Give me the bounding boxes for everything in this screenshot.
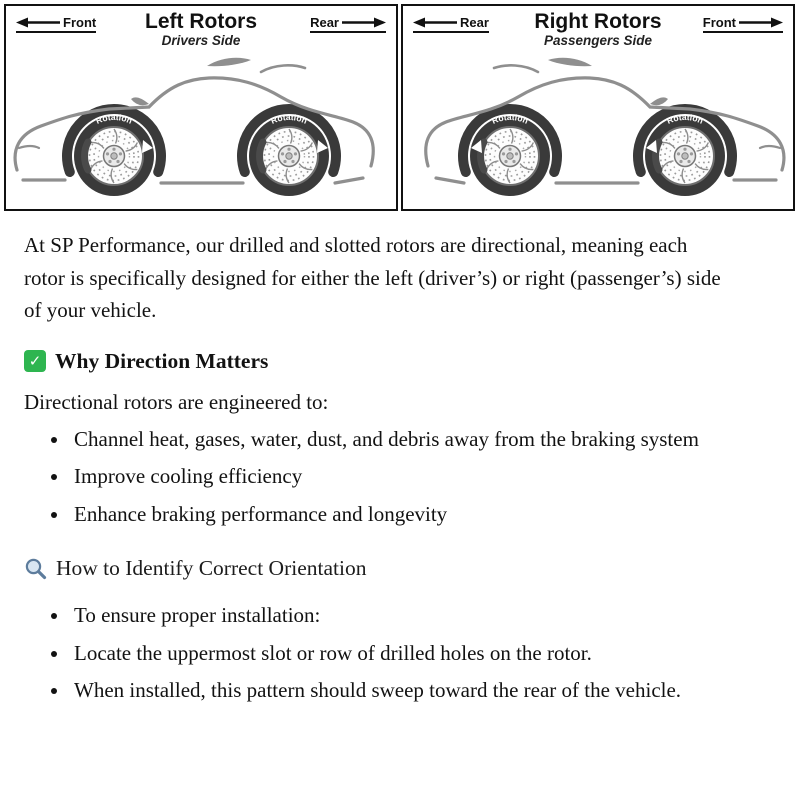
direction-text: Rear bbox=[460, 15, 489, 30]
list-item: • Locate the uppermost slot or row of drilled holes on the rotor. bbox=[70, 637, 740, 670]
direction-text: Front bbox=[702, 15, 736, 30]
panel-subtitle: Drivers Side bbox=[161, 33, 241, 49]
panel-title: Left Rotors bbox=[145, 10, 257, 33]
car-body bbox=[426, 58, 784, 196]
rotor-direction-diagram bbox=[4, 4, 796, 211]
front-rotor bbox=[85, 127, 143, 185]
list-item: • Channel heat, gases, water, dust, and debris away from the braking system bbox=[70, 423, 740, 456]
arrow-left-icon bbox=[413, 17, 457, 28]
intro-paragraph: At SP Performance, our drilled and slotted rotors are directional, meaning each rotor is specifically designed for either the left (driver’s) or right (passenger’s) side of your vehicle. bbox=[24, 233, 721, 323]
rear-rotor bbox=[260, 127, 318, 185]
list-item: • When installed, this pattern should sweep toward the rear of the vehicle. bbox=[70, 674, 740, 707]
direction-text: Rear bbox=[310, 15, 339, 30]
article-body bbox=[0, 211, 770, 707]
car-body bbox=[15, 58, 373, 196]
how-bullet-list bbox=[24, 599, 740, 707]
list-item: • Enhance braking performance and longevity bbox=[70, 498, 740, 531]
check-glyph: ✓ bbox=[28, 352, 42, 371]
right-panel-header bbox=[403, 6, 793, 52]
list-item: • To ensure proper installation: bbox=[70, 599, 740, 632]
magnifier-icon bbox=[24, 557, 47, 580]
heading-text: Why Direction Matters bbox=[55, 348, 269, 373]
rear-rotor bbox=[481, 127, 539, 185]
front-rotor bbox=[656, 127, 714, 185]
why-direction-matters-heading bbox=[24, 349, 740, 374]
right-car-illustration bbox=[403, 52, 793, 210]
front-direction-label bbox=[703, 15, 783, 33]
panel-subtitle: Passengers Side bbox=[543, 33, 653, 49]
check-icon bbox=[24, 350, 46, 372]
left-car-illustration bbox=[6, 52, 396, 210]
rear-direction-label bbox=[310, 15, 386, 33]
left-rotors-panel bbox=[4, 4, 398, 211]
panel-title: Right Rotors bbox=[534, 10, 662, 33]
right-rotors-panel bbox=[401, 4, 795, 211]
how-to-identify-heading bbox=[24, 556, 740, 581]
arrow-right-icon bbox=[342, 17, 386, 28]
rear-direction-label bbox=[413, 15, 489, 33]
rotation-label: Rotation bbox=[490, 111, 530, 126]
rotation-label: Rotation bbox=[94, 111, 134, 126]
rotation-label: Rotation bbox=[665, 111, 705, 126]
why-bullet-list bbox=[24, 423, 740, 531]
heading-text: How to Identify Correct Orientation bbox=[56, 556, 367, 581]
arrow-right-icon bbox=[739, 17, 783, 28]
rotation-label: Rotation bbox=[269, 111, 309, 126]
left-panel-header bbox=[6, 6, 396, 52]
why-lead-text: Directional rotors are engineered to: bbox=[24, 389, 329, 414]
front-direction-label bbox=[16, 15, 96, 33]
list-item: • Improve cooling efficiency bbox=[70, 460, 740, 493]
direction-text: Front bbox=[63, 15, 97, 30]
arrow-left-icon bbox=[16, 17, 60, 28]
